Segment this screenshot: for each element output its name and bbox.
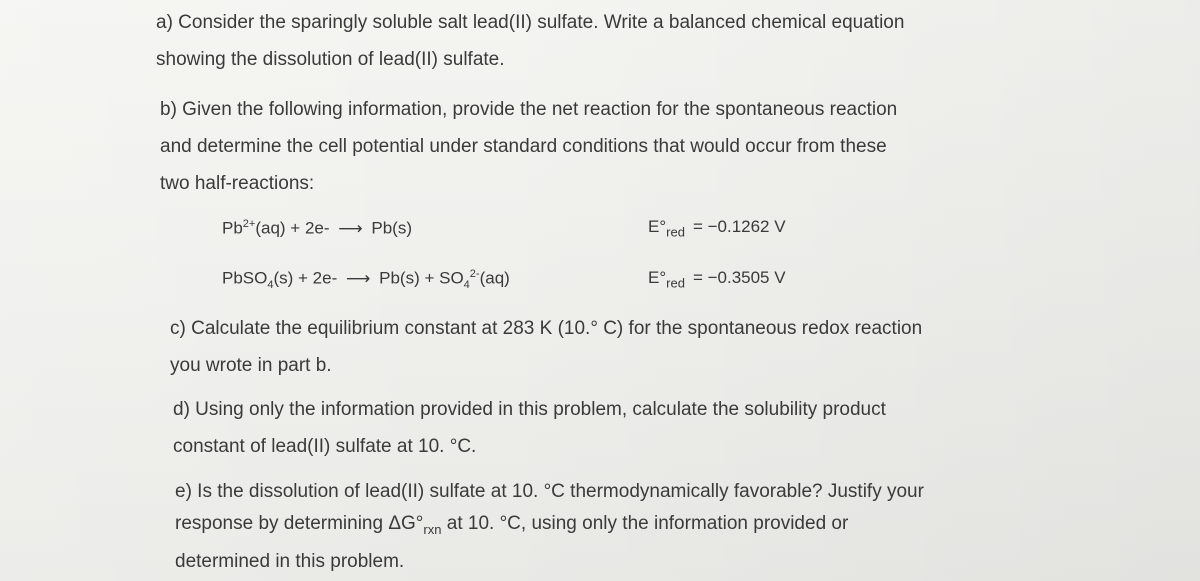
part-b-line-1: b) Given the following information, provide the net reaction for the spontaneous reaction: [160, 99, 898, 120]
reaction-arrow-icon: ⟶: [346, 268, 371, 288]
part-d-text: [173, 391, 1073, 465]
half-reaction-2: [222, 268, 510, 291]
hr2-reactant-rest: (s) + 2e-: [273, 268, 338, 288]
hr1-reactant-charge: 2+: [242, 218, 256, 230]
part-c-line-2: you wrote in part b.: [170, 355, 332, 376]
hr2-reactant-base: PbSO: [222, 268, 268, 288]
hr2-reactant-sub: 4: [267, 279, 274, 292]
part-b-line-3: two half-reactions:: [160, 173, 315, 194]
hr2-product-charge: 2-: [469, 268, 480, 280]
hr1-e-sub: red: [666, 224, 685, 240]
part-a-text: [156, 4, 1056, 78]
part-e-line-2-pre: response by determining ΔG°: [175, 513, 424, 534]
part-e-line-2: [175, 508, 1075, 546]
hr1-reactant-base: Pb: [222, 218, 243, 238]
hr2-product-sub: 4: [463, 279, 470, 292]
hr1-product: Pb(s): [371, 218, 412, 238]
part-d-line-2: constant of lead(II) sulfate at 10. °C.: [173, 436, 477, 457]
reaction-arrow-icon: ⟶: [338, 218, 363, 238]
half-reaction-1: [222, 218, 412, 239]
part-e-line-3: determined in this problem.: [175, 550, 405, 572]
part-e-line-2-post: at 10. °C, using only the information provided or: [441, 513, 849, 534]
part-c-line-1: c) Calculate the equilibrium constant at 283 K (10.° C) for the spontaneous redox reaction: [170, 318, 923, 339]
hr1-e-label: E°: [648, 217, 667, 236]
part-b-text: [160, 91, 1060, 202]
hr2-e-label: E°: [648, 268, 667, 287]
half-reaction-2-potential: [648, 268, 786, 290]
part-b-line-2: and determine the cell potential under standard conditions that would occur from these: [160, 136, 887, 157]
part-e-line-1: e) Is the dissolution of lead(II) sulfate at 10. °C thermodynamically favorable? Justify your: [175, 481, 924, 502]
hr1-reactant-rest: (aq) + 2e-: [255, 218, 330, 238]
half-reaction-1-potential: [648, 217, 786, 239]
hr2-product-rest: (aq): [479, 268, 510, 288]
part-e-text: [175, 476, 1075, 578]
part-d-line-1: d) Using only the information provided in this problem, calculate the solubility product: [173, 399, 886, 420]
part-e-line-2-sub: rxn: [423, 521, 442, 537]
hr1-e-value: = −0.1262 V: [692, 217, 786, 236]
part-c-text: [170, 310, 1070, 384]
hr2-e-sub: red: [666, 275, 685, 291]
part-a-line-1: a) Consider the sparingly soluble salt lead(II) sulfate. Write a balanced chemical equation: [156, 12, 905, 33]
part-a-line-2: showing the dissolution of lead(II) sulfate.: [156, 49, 505, 70]
hr2-e-value: = −0.3505 V: [692, 268, 786, 287]
hr2-product-base: Pb(s) + SO: [379, 268, 464, 288]
